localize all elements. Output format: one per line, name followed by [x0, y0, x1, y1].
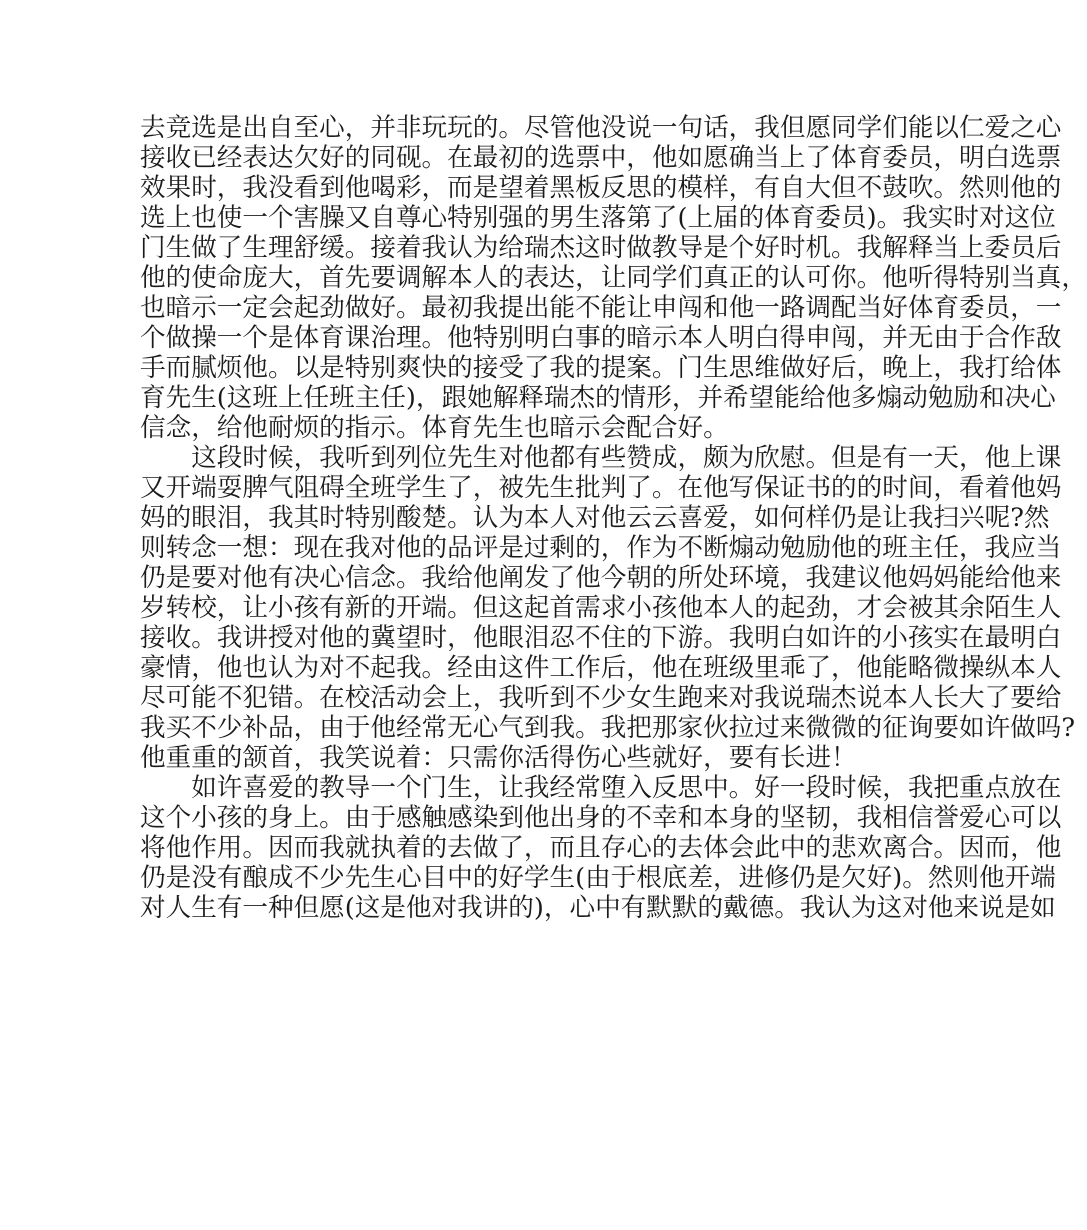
- text-line: 尽可能不犯错。在校活动会上，我听到不少女生跑来对我说瑞杰说本人长大了要给: [140, 683, 1062, 713]
- text-line: 对人生有一种但愿(这是他对我讲的)，心中有默默的戴德。我认为这对他来说是如: [140, 893, 1056, 923]
- text-line: 豪情，他也认为对不起我。经由这件工作后，他在班级里乖了，他能略微操纵本人: [140, 653, 1062, 683]
- paragraph: [140, 773, 1062, 923]
- text-line: 岁转校，让小孩有新的开端。但这起首需求小孩他本人的起劲，才会被其余陌生人: [140, 593, 1062, 623]
- text-line: 如许喜爱的教导一个门生，让我经常堕入反思中。好一段时候，我把重点放在: [191, 773, 1062, 803]
- text-line: 他的使命庞大，首先要调解本人的表达，让同学们真正的认可你。他听得特别当真，: [140, 263, 1087, 293]
- text-line: 又开端耍脾气阻碍全班学生了，被先生批判了。在他写保证书的的时间，看着他妈: [140, 473, 1062, 503]
- text-line: 将他作用。因而我就执着的去做了，而且存心的去体会此中的悲欢离合。因而，他: [140, 833, 1062, 863]
- text-line: 接收已经表达欠好的同砚。在最初的选票中，他如愿确当上了体育委员，明白选票: [140, 143, 1062, 173]
- text-line: 信念，给他耐烦的指示。体育先生也暗示会配合好。: [140, 413, 729, 443]
- text-line: 也暗示一定会起劲做好。最初我提出能不能让申闯和他一路调配当好体育委员，一: [140, 293, 1062, 323]
- paragraph: [140, 113, 1087, 443]
- text-line: 个做操一个是体育课治理。他特别明白事的暗示本人明白得申闯，并无由于合作敌: [140, 323, 1062, 353]
- text-line: 这个小孩的身上。由于感触感染到他出身的不幸和本身的坚韧，我相信誉爱心可以: [140, 803, 1062, 833]
- paragraph: [140, 443, 1076, 773]
- text-line: 手而腻烦他。以是特别爽快的接受了我的提案。门生思维做好后，晚上，我打给体: [140, 353, 1062, 383]
- text-line: 接收。我讲授对他的冀望时，他眼泪忍不住的下游。我明白如许的小孩实在最明白: [140, 623, 1062, 653]
- text-line: 门生做了生理舒缓。接着我认为给瑞杰这时做教导是个好时机。我解释当上委员后: [140, 233, 1062, 263]
- text-line: 去竞选是出自至心，并非玩玩的。尽管他没说一句话，我但愿同学们能以仁爱之心: [140, 113, 1062, 143]
- text-line: 妈的眼泪，我其时特别酸楚。认为本人对他云云喜爱，如何样仍是让我扫兴呢?然: [140, 503, 1050, 533]
- text-line: 则转念一想：现在我对他的品评是过剩的，作为不断煽动勉励他的班主任，我应当: [140, 533, 1062, 563]
- text-line: 这段时候，我听到列位先生对他都有些赞成，颇为欣慰。但是有一天，他上课: [191, 443, 1062, 473]
- text-line: 他重重的颔首，我笑说着：只需你活得伤心些就好，要有长进！: [140, 743, 857, 773]
- text-line: 育先生(这班上任班主任)，跟她解释瑞杰的情形，并希望能给他多煽动勉励和决心: [140, 383, 1056, 413]
- body-text: [140, 113, 1087, 923]
- text-line: 效果时，我没看到他喝彩，而是望着黑板反思的模样，有自大但不鼓吹。然则他的: [140, 173, 1062, 203]
- text-line: 仍是没有酿成不少先生心目中的好学生(由于根底差，进修仍是欠好)。然则他开端: [140, 863, 1056, 893]
- text-line: 选上也使一个害臊又自尊心特别强的男生落第了(上届的体育委员)。我实时对这位: [140, 203, 1056, 233]
- text-line: 我买不少补品，由于他经常无心气到我。我把那家伙拉过来微微的征询要如许做吗?: [140, 713, 1076, 743]
- text-line: 仍是要对他有决心信念。我给他阐发了他今朝的所处环境，我建议他妈妈能给他来: [140, 563, 1062, 593]
